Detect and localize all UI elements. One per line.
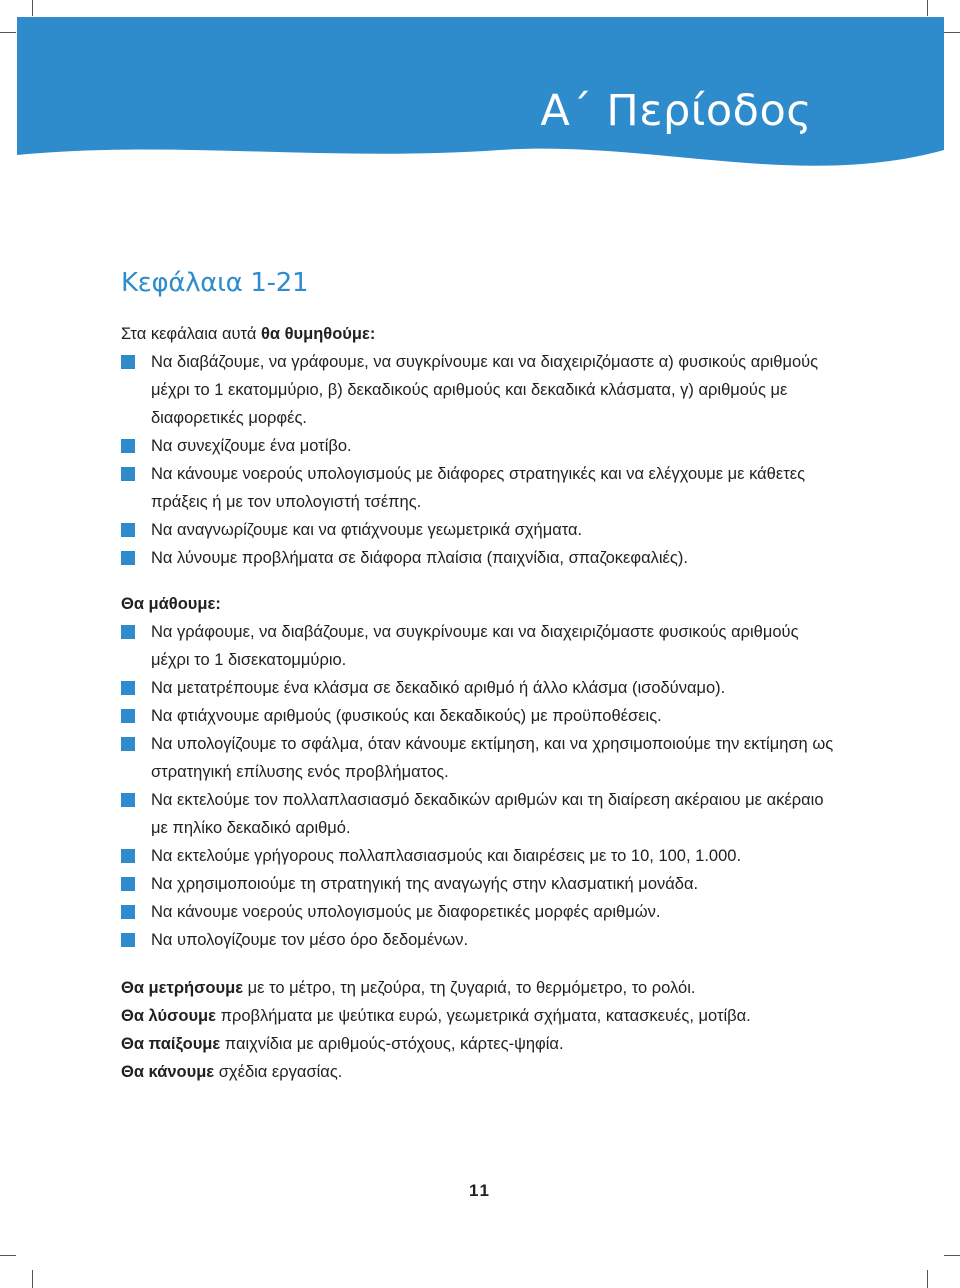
crop-mark	[927, 1270, 928, 1288]
remember-intro-bold: θα θυμηθούμε:	[260, 325, 376, 343]
list-item: Να φτιάχνουμε αριθμούς (φυσικούς και δεκαδικούς) με προϋποθέσεις.	[121, 702, 841, 730]
square-bullet-icon	[121, 877, 135, 891]
list-item: Να κάνουμε νοερούς υπολογισμούς με διαφορετικές μορφές αριθμών.	[121, 898, 841, 926]
square-bullet-icon	[121, 523, 135, 537]
list-item: Να αναγνωρίζουμε και να φτιάχνουμε γεωμετρικά σχήματα.	[121, 516, 841, 544]
square-bullet-icon	[121, 551, 135, 565]
remember-intro	[121, 320, 841, 348]
crop-mark	[32, 1270, 33, 1288]
remember-intro-text: Στα κεφάλαια αυτά	[121, 325, 261, 343]
learn-heading: Θα μάθουμε:	[121, 595, 221, 613]
square-bullet-icon	[121, 681, 135, 695]
header-wave-shape	[0, 0, 960, 180]
list-item: Να λύνουμε προβλήματα σε διάφορα πλαίσια (παιχνίδια, σπαζοκεφαλιές).	[121, 544, 841, 572]
activity-play: Θα παίξουμε παιχνίδια με αριθμούς-στόχους, κάρτες-ψηφία.	[121, 1035, 564, 1053]
square-bullet-icon	[121, 793, 135, 807]
square-bullet-icon	[121, 849, 135, 863]
crop-mark	[944, 1255, 960, 1256]
crop-mark	[0, 1255, 16, 1256]
activity-projects: Θα κάνουμε σχέδια εργασίας.	[121, 1063, 343, 1081]
header-banner	[0, 0, 960, 180]
content	[121, 320, 841, 1086]
list-item: Να εκτελούμε γρήγορους πολλαπλασιασμούς και διαιρέσεις με το 10, 100, 1.000.	[121, 842, 841, 870]
chapter-title: Κεφάλαια 1-21	[121, 268, 309, 298]
square-bullet-icon	[121, 625, 135, 639]
list-item: Να υπολογίζουμε τον μέσο όρο δεδομένων.	[121, 926, 841, 954]
list-item: Να εκτελούμε τον πολλαπλασιασμό δεκαδικών αριθμών και τη διαίρεση ακέραιου με ακέραιο με πηλίκο δεκαδικό αριθμό.	[121, 786, 841, 842]
square-bullet-icon	[121, 709, 135, 723]
remember-list	[121, 348, 841, 572]
square-bullet-icon	[121, 905, 135, 919]
square-bullet-icon	[121, 933, 135, 947]
list-item: Να υπολογίζουμε το σφάλμα, όταν κάνουμε εκτίμηση, και να χρησιμοποιούμε την εκτίμηση ως στρατηγική επίλυσης ενός προβλήματος.	[121, 730, 841, 786]
period-title: Α΄ Περίοδος	[540, 86, 812, 136]
list-item: Να χρησιμοποιούμε τη στρατηγική της αναγωγής στην κλασματική μονάδα.	[121, 870, 841, 898]
page-number: 11	[469, 1181, 491, 1200]
list-item: Να κάνουμε νοερούς υπολογισμούς με διάφορες στρατηγικές και να ελέγχουμε με κάθετες πράξεις ή με τον υπολογιστή τσέπης.	[121, 460, 841, 516]
list-item: Να γράφουμε, να διαβάζουμε, να συγκρίνουμε και να διαχειριζόμαστε φυσικούς αριθμούς μέχρι το 1 δισεκατομμύριο.	[121, 618, 841, 674]
square-bullet-icon	[121, 439, 135, 453]
learn-list	[121, 618, 841, 954]
list-item: Να συνεχίζουμε ένα μοτίβο.	[121, 432, 841, 460]
activity-measure: Θα μετρήσουμε με το μέτρο, τη μεζούρα, τη ζυγαριά, το θερμόμετρο, το ρολόι.	[121, 979, 696, 997]
square-bullet-icon	[121, 467, 135, 481]
square-bullet-icon	[121, 355, 135, 369]
list-item: Να διαβάζουμε, να γράφουμε, να συγκρίνουμε και να διαχειριζόμαστε α) φυσικούς αριθμούς μέχρι το 1 εκατομμύριο, β) δεκαδικούς αριθμούς και δεκαδικά κλάσματα, γ) αριθμούς με διαφορετικές μορφές.	[121, 348, 841, 432]
activity-solve: Θα λύσουμε προβλήματα με ψεύτικα ευρώ, γεωμετρικά σχήματα, κατασκευές, μοτίβα.	[121, 1007, 751, 1025]
list-item: Να μετατρέπουμε ένα κλάσμα σε δεκαδικό αριθμό ή άλλο κλάσμα (ισοδύναμο).	[121, 674, 841, 702]
square-bullet-icon	[121, 737, 135, 751]
